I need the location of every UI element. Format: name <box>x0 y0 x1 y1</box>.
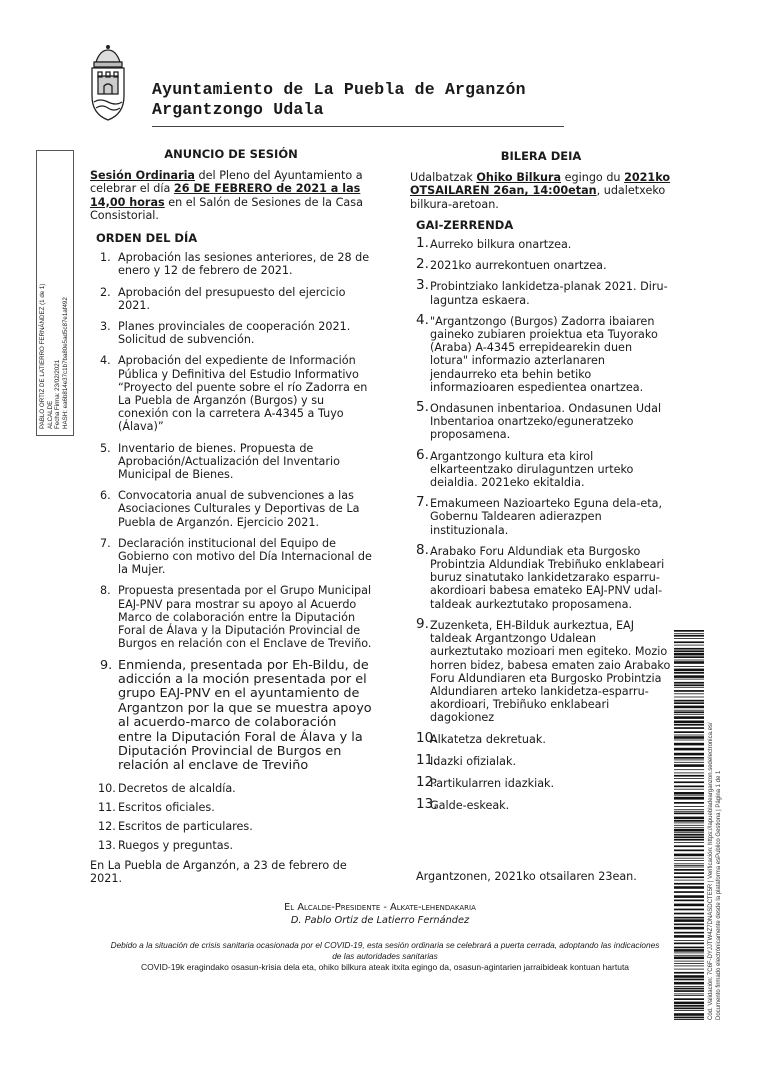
barcode-bar <box>674 988 704 990</box>
agenda-item <box>410 277 672 307</box>
barcode-bar <box>674 972 704 974</box>
agenda-item-number: 3. <box>100 320 111 334</box>
barcode-bar <box>674 775 704 777</box>
covid-notice-eu: COVID-19k eragindako osasun-krisia dela eta, ohiko bilkura ateak itxita egingo da, osasun-agintarien jarraibideak kontuan hartuta <box>140 962 630 972</box>
covid-notice <box>110 940 660 973</box>
signature-text <box>39 153 69 429</box>
barcode-bar <box>674 969 704 970</box>
agenda-item <box>90 537 372 577</box>
barcode-bar <box>674 886 704 889</box>
barcode-bar <box>674 1019 704 1020</box>
agenda-item-text: Partikularren idazkiak. <box>430 776 555 790</box>
agenda-item-text: Planes provinciales de cooperación 2021. Solicitud de subvención. <box>118 320 351 347</box>
agenda-item-text: Inventario de bienes. Propuesta de Aprobación/Actualización del Inventario Municipal de Bienes. <box>118 441 340 482</box>
agenda-item <box>90 442 372 482</box>
barcode-bar <box>674 820 704 822</box>
barcode-bar <box>674 834 704 836</box>
barcode-bar <box>674 919 704 922</box>
barcode-bar <box>674 633 704 634</box>
agenda-item <box>90 820 372 833</box>
agenda-item-text: Arabako Foru Aldundiak eta Burgosko Probintzia Aldundiak Trebiñuko enklabeari buruz sinatutako lankidetzarako esparru-akordioari babesa emateko EAJ-PNV udal-taldeak aurkeztutako proposamena. <box>430 544 665 611</box>
barcode-bar <box>674 661 704 664</box>
agenda-item-number: 5. <box>416 399 429 416</box>
agenda-item <box>90 286 372 312</box>
barcode-bar <box>674 924 704 926</box>
barcode-bar <box>674 867 704 868</box>
barcode-bar <box>674 876 704 878</box>
agenda-item-number: 1. <box>100 251 111 265</box>
barcode-bar <box>674 872 704 874</box>
barcode-bar <box>674 714 704 715</box>
agenda-item <box>410 235 672 252</box>
agenda-item <box>410 729 672 746</box>
agenda-item-text: Escritos oficiales. <box>118 800 215 814</box>
agenda-item-number: 7. <box>416 494 429 511</box>
barcode-bar <box>674 736 704 739</box>
agenda-item <box>90 354 372 433</box>
agenda-item-text: Ruegos y preguntas. <box>118 839 233 853</box>
barcode-bar <box>674 986 704 987</box>
barcode-bar <box>674 854 704 857</box>
agenda-item <box>90 659 372 774</box>
barcode-bar <box>674 666 704 667</box>
barcode-bar <box>674 817 704 820</box>
agenda-item <box>90 801 372 814</box>
agenda-item-text: Enmienda, presentada por Eh-Bildu, de adicción a la moción presentada por el grupo EAJ-PNV en el ayuntamiento de Argantzon por la que se muestra apoyo al acuerdo-marco de colaboración entre la Diputación Foral de Álava y la Diputación Provincial de Burgos en relación al enclave de Treviño <box>118 657 372 774</box>
spanish-date-line: En La Puebla de Arganzón, a 23 de febrero de 2021. <box>90 858 347 885</box>
agenda-item-text: Galde-eskeak. <box>430 799 510 813</box>
barcode-bar <box>674 795 704 796</box>
session-date: 26 DE FEBRERO de 2021 a las 14,00 horas <box>90 182 361 209</box>
verification-line-1: Cód. Validación: 7C6F-DYJJTW4Z7DNASDCTE5R | Verificación: https://lapuebladearganzon.sedelectronica.es/ <box>708 722 714 1020</box>
agenda-item-text: Aprobación del expediente de Información Pública y Definitiva del Estudio Informativo “Proyecto del puente sobre el río Zadorra en La Puebla de Arganzón (Burgos) y su conexión con la carretera A-4345 a Tuyo (Álava)” <box>118 354 368 434</box>
barcode-bar <box>674 979 704 981</box>
barcode-bar <box>674 675 704 678</box>
verification-text <box>708 630 734 1020</box>
signature-hash: HASH: ea6b814e37c1b7ba80e5ad5c87e1af492 <box>61 297 69 429</box>
barcode-bar <box>674 995 704 996</box>
barcode-bar <box>674 697 704 698</box>
basque-date-line: Argantzonen, 2021ko otsailaren 23ean. <box>416 870 637 883</box>
barcode-bar <box>674 957 704 960</box>
agenda-item-text: Zuzenketa, EH-Bilduk aurkeztua, EAJ taldeak Argantzongo Udalean aurkeztutako mozioari men egiteko. Mozio horren bidez, babesa ematen zaio Arabako Foru Aldundiaren eta Burgosko Probintzia Aldundiaren arteko lankidetza-esparru-akordioari, Trebiñuko enklabeari dagokionez <box>430 618 671 725</box>
barcode-bar <box>674 949 704 952</box>
agenda-item-number: 6. <box>416 446 429 463</box>
agenda-item-text: Convocatoria anual de subvenciones a las Asociaciones Culturales y Deportivas de La Puebla de Arganzón. Ejercicio 2021. <box>118 489 360 529</box>
agenda-item-number: 1. <box>416 235 429 252</box>
barcode-bar <box>674 1010 704 1011</box>
basque-session-date: 2021ko OTSAILAREN 26an, 14:00etan <box>410 171 671 198</box>
barcode-bar <box>674 829 704 832</box>
intro-eu-3: , udaletxeko bilkura-aretoan. <box>410 184 666 211</box>
agenda-item <box>410 615 672 725</box>
agenda-item-text: Aurreko bilkura onartzea. <box>430 238 572 252</box>
signatory-name: D. Pablo Ortiz de Latierro Fernández <box>290 914 470 926</box>
agenda-item-number: 8. <box>100 584 111 598</box>
barcode-bar <box>674 727 704 729</box>
signature-date: Fecha Firma: 23/02/2021 <box>54 359 61 429</box>
spanish-intro <box>90 169 372 222</box>
barcode-bar <box>674 1008 704 1010</box>
barcode-bar <box>674 813 704 815</box>
agenda-item-number: 3. <box>416 277 429 294</box>
agenda-item-text: 2021ko aurrekontuen onartzea. <box>430 259 607 273</box>
barcode-bar <box>674 943 704 945</box>
barcode-bar <box>674 869 704 871</box>
agenda-item-text: Probintziako lankidetza-planak 2021. Diru-laguntza eskaera. <box>430 280 668 307</box>
agenda-item-number: 7. <box>100 536 111 550</box>
barcode-bar <box>674 927 704 930</box>
barcode-bar <box>674 940 704 941</box>
barcode-bar <box>674 802 704 804</box>
barcode-bar <box>674 858 704 859</box>
barcode-bar <box>674 789 704 790</box>
barcode-bar <box>674 748 704 751</box>
agenda-item-number: 10. <box>416 729 438 746</box>
barcode-bar <box>674 806 704 807</box>
barcode-bar <box>674 753 704 756</box>
barcode-bar <box>674 684 704 686</box>
barcode-bar <box>674 966 704 967</box>
barcode-bar <box>674 955 704 956</box>
barcode-bar <box>674 757 704 759</box>
barcode-bar <box>674 669 704 672</box>
agenda-item-number: 2. <box>416 256 429 273</box>
barcode-bar <box>674 645 704 646</box>
barcode-bar <box>674 909 704 911</box>
spanish-agenda-list <box>90 251 372 852</box>
agenda-item-text: Aprobación del presupuesto del ejercicio 2021. <box>118 285 346 312</box>
barcode-bar <box>674 998 704 1000</box>
agenda-item <box>90 320 372 346</box>
barcode-bar <box>674 1002 704 1005</box>
barcode-bar <box>674 953 704 954</box>
agenda-item-number: 2. <box>100 285 111 299</box>
intro-eu-2: egingo du <box>561 171 625 185</box>
barcode-bar <box>674 811 704 812</box>
agenda-item-number: 12. <box>416 773 438 790</box>
barcode-bar <box>674 832 704 833</box>
barcode-bar <box>674 641 704 643</box>
agenda-heading: GAI-ZERRENDA <box>416 217 514 232</box>
barcode-bar <box>674 702 704 704</box>
agenda-item-number: 6. <box>100 489 111 503</box>
agenda-item <box>410 446 672 490</box>
agenda-item <box>90 251 372 277</box>
agenda-item-number: 4. <box>416 311 429 328</box>
agenda-item <box>410 541 672 611</box>
header-title-es: Ayuntamiento de La Puebla de Arganzón <box>152 80 526 99</box>
barcode-bar <box>674 760 704 761</box>
agenda-item-number: 13. <box>98 839 116 853</box>
intro-eu-1: Udalbatzak <box>410 171 477 185</box>
barcode-bar <box>674 990 704 992</box>
barcode-bar <box>674 778 704 779</box>
barcode-bar <box>674 721 704 724</box>
agenda-item-text: Idazki ofizialak. <box>430 754 516 768</box>
agenda-item-text: Argantzongo kultura eta kirol elkarteentzako dirulaguntzen urteko deialdia. 2021eko ekitaldia. <box>430 449 634 490</box>
verification-line-2: Documento firmado electrónicamente desde la plataforma esPublico Gestiona | Página 1 de 1 <box>715 770 722 1020</box>
barcode-bar <box>674 947 704 949</box>
agenda-item-number: 9. <box>100 657 113 673</box>
barcode-bar <box>674 994 704 995</box>
barcode-bar <box>674 895 704 898</box>
barcode-bar <box>674 850 704 852</box>
barcode-bar <box>674 656 704 658</box>
signatory-block <box>170 902 590 927</box>
session-type: Sesión Ordinaria <box>90 169 195 183</box>
barcode-bar <box>674 638 704 639</box>
basque-column <box>410 150 672 821</box>
barcode-bar <box>674 904 704 907</box>
agenda-item <box>410 796 672 813</box>
agenda-item <box>90 782 372 795</box>
agenda-item-text: Aprobación las sesiones anteriores, de 28 de enero y 12 de febrero de 2021. <box>118 251 370 278</box>
electronic-signature-box <box>36 150 74 436</box>
barcode-bar <box>674 845 704 847</box>
basque-agenda-list <box>410 235 672 813</box>
barcode-bar <box>674 917 704 919</box>
barcode-bar <box>674 961 704 962</box>
barcode-bar <box>674 1013 704 1016</box>
signature-name: PABLO ORTIZ DE LATIERRO FERNÁNDEZ (1 de 1) <box>39 283 46 429</box>
barcode-bar <box>674 735 704 736</box>
agenda-item-number: 9. <box>416 615 429 632</box>
agenda-item-number: 11. <box>416 751 438 768</box>
barcode-bar <box>674 781 704 783</box>
barcode-bar <box>674 827 704 828</box>
barcode-bar <box>674 825 704 826</box>
barcode-bar <box>674 891 704 893</box>
barcode-bar <box>674 880 704 881</box>
barcode-bar <box>674 935 704 938</box>
barcode-bar <box>674 706 704 709</box>
agenda-item-text: Decretos de alcaldía. <box>118 781 236 795</box>
agenda-item-text: Escritos de particulares. <box>118 820 253 834</box>
barcode-bar <box>674 731 704 733</box>
barcode-bar <box>674 743 704 746</box>
barcode-bar <box>674 679 704 680</box>
intro-text-2: en el Salón de Sesiones de la Casa Consistorial. <box>90 195 363 222</box>
barcode-bar <box>674 653 704 656</box>
barcode-bar <box>674 687 704 688</box>
spanish-column <box>90 148 372 885</box>
barcode-bar <box>674 769 704 770</box>
spanish-heading: ANUNCIO DE SESIÓN <box>164 147 298 161</box>
barcode-bar <box>674 672 704 674</box>
agenda-item <box>90 584 372 650</box>
barcode-bar <box>674 982 704 985</box>
barcode-bar <box>674 975 704 978</box>
agenda-item <box>410 751 672 768</box>
basque-heading: BILERA DEIA <box>500 149 582 163</box>
agenda-item <box>410 256 672 273</box>
agenda-item-number: 10. <box>98 781 116 795</box>
agenda-item-text: Ondasunen inbentarioa. Ondasunen Udal Inbentarioa onartzeko/eguneratzeko proposamena. <box>430 402 662 442</box>
agenda-item-text: Declaración institucional del Equipo de Gobierno con motivo del Día Internacional de la Mujer. <box>118 536 372 577</box>
barcode-bar <box>674 773 704 774</box>
barcode-bar <box>674 635 704 637</box>
barcode-bar <box>674 716 704 719</box>
signature-role: ALCALDE <box>46 400 54 429</box>
barcode-bar <box>674 913 704 915</box>
barcode-bar <box>674 650 704 652</box>
agenda-item-number: 11. <box>98 800 116 814</box>
order-heading: ORDEN DEL DÍA <box>96 231 198 246</box>
agenda-item-text: Alkatetza dekretuak. <box>430 732 546 746</box>
barcode-bar <box>674 932 704 934</box>
barcode-bar <box>674 823 704 824</box>
header-title <box>152 80 526 120</box>
barcode-bar <box>674 1005 704 1007</box>
barcode-bar <box>674 883 704 885</box>
barcode-bar <box>674 690 704 692</box>
agenda-item <box>90 839 372 852</box>
agenda-item-text: Propuesta presentada por el Grupo Municipal EAJ-PNV para mostrar su apoyo al Acuerdo Marco de colaboración entre la Diputación Foral de Álava y la Diputación Provincial de Burgos en relación con el Enclave de Treviño. <box>118 584 372 651</box>
agenda-item-text: "Argantzongo (Burgos) Zadorra ibaiaren gaineko zubiaren proiektua eta Tuyorako (Araba) A-4345 errepidearekin duen lotura" informazio azterlanaren jendaurreko eta behin betiko informazioaren espedientea onartzea. <box>430 314 658 394</box>
barcode-bar <box>674 724 704 726</box>
agenda-item <box>90 489 372 529</box>
header-title-eu: Argantzongo Udala <box>152 100 324 119</box>
barcode-bar <box>674 900 704 902</box>
agenda-item-number: 8. <box>416 541 429 558</box>
agenda-item-number: 13. <box>416 796 438 813</box>
barcode-bar <box>674 693 704 694</box>
barcode-bar <box>674 630 704 632</box>
barcode-bar <box>674 860 704 861</box>
agenda-item <box>410 399 672 442</box>
barcode-bar <box>674 963 704 964</box>
barcode-bar <box>674 762 704 763</box>
barcode-bar <box>674 797 704 800</box>
verification-barcode <box>674 630 704 1020</box>
barcode-bar <box>674 648 704 650</box>
barcode-bar <box>674 842 704 843</box>
barcode-bar <box>674 682 704 684</box>
barcode-bar <box>674 764 704 767</box>
barcode-bar <box>674 786 704 788</box>
barcode-bar <box>674 711 704 713</box>
agenda-item-number: 12. <box>98 820 116 834</box>
barcode-bar <box>674 710 704 711</box>
barcode-bar <box>674 1017 704 1019</box>
barcode-bar <box>674 660 704 661</box>
agenda-item-number: 5. <box>100 441 111 455</box>
covid-notice-es: Debido a la situación de crisis sanitaria ocasionada por el COVID-19, esta sesión ordinaria se celebrará a puerta cerrada, adoptando las indicaciones de las autoridades sanitarias <box>110 940 660 961</box>
intro-text: del Pleno del Ayuntamiento a celebrar el día <box>90 169 363 196</box>
signatory-role: El Alcalde-Presidente - Alkate-lehendakaria <box>284 902 476 913</box>
basque-session-type: Ohiko Bilkura <box>476 171 562 185</box>
municipal-crest-logo <box>86 44 130 122</box>
agenda-item-number: 4. <box>100 354 111 368</box>
agenda-item-text: Emakumeen Nazioarteko Eguna dela-eta, Gobernu Taldearen adierazpen instituzionala. <box>430 497 663 537</box>
agenda-item <box>410 311 672 394</box>
header-divider <box>152 126 564 127</box>
barcode-bar <box>674 863 704 864</box>
barcode-bar <box>674 700 704 702</box>
barcode-bar <box>674 740 704 741</box>
agenda-item <box>410 494 672 537</box>
barcode-bar <box>674 809 704 810</box>
agenda-item <box>410 773 672 790</box>
basque-intro <box>410 171 672 211</box>
barcode-bar <box>674 839 704 841</box>
barcode-bar <box>674 836 704 838</box>
barcode-bar <box>674 865 704 866</box>
barcode-bar <box>674 792 704 795</box>
